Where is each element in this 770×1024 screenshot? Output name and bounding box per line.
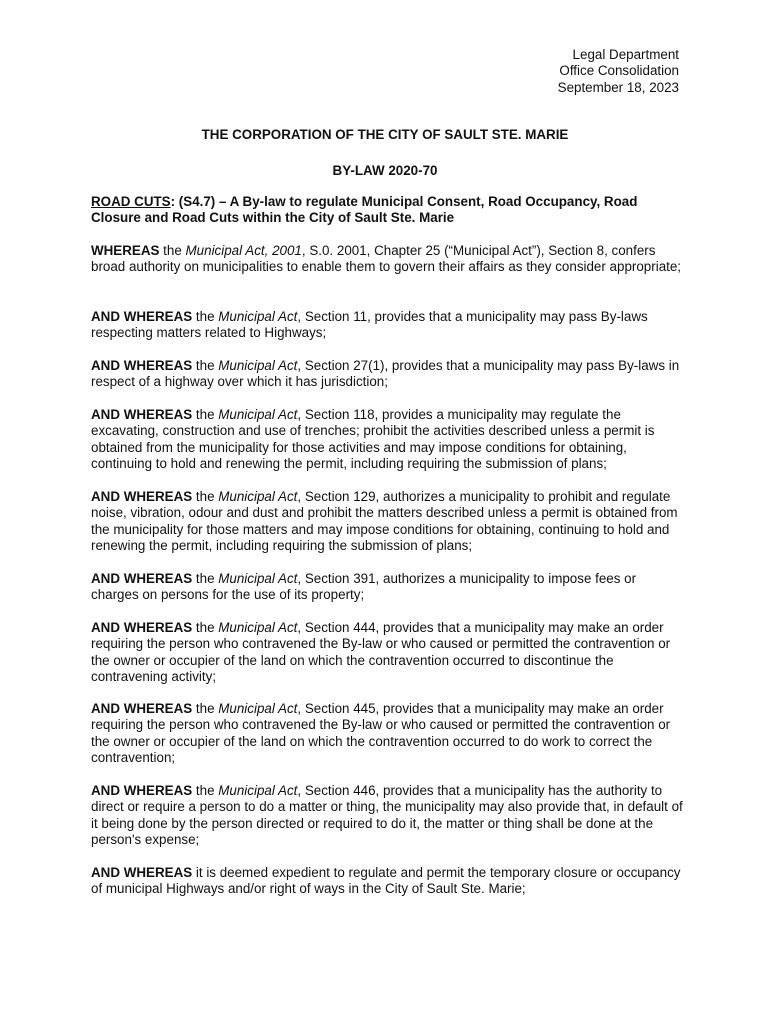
recital-pre: the [192,358,219,373]
recital-text: , Section 444, provides that a municipality may make an order requiring the person who contravened the By-law or who caused or permitted the contravention or the owner or occupier of the land on which the contravention occurred to discontinue the contravening activity; [91,620,671,684]
recital-paragraph [91,865,686,898]
recital-text: , Section 446, provides that a municipality has the authority to direct or require a person to do a matter or thing, the municipality may also provide that, in default of it being done by the person directed or required to do it, the matter or thing shall be done at the person's expense; [91,783,683,847]
recital-paragraph [91,571,686,604]
recital-paragraph [91,358,686,391]
recital-lead: AND WHEREAS [91,489,193,504]
act-name: Municipal Act [218,407,298,422]
recital-paragraph [91,783,686,848]
recital-pre: the [192,620,219,635]
recital-pre: the [192,309,219,324]
recital-pre: it is deemed expedient to regulate and permit the temporary closure or occupancy of municipal Highways and/or right of ways in the City of Sault Ste. Marie; [91,865,681,897]
act-name: Municipal Act [218,620,298,635]
recital-text: , S.0. 2001, Chapter 25 (“Municipal Act”), Section 8, confers broad authority on municipalities to enable them to govern their affairs as they consider appropriate; [91,243,682,275]
recital-text: , Section 129, authorizes a municipality to prohibit and regulate noise, vibration, odour and dust and prohibit the matters described unless a permit is obtained from the municipality for those matters and may impose conditions for obtaining, continuing to hold and renewing the permit, including requiring the submission of plans; [91,489,678,553]
recital-paragraph [91,407,686,472]
recital-paragraph [91,701,686,766]
corporation-title: THE CORPORATION OF THE CITY OF SAULT STE. MARIE [201,127,569,142]
recital-lead: AND WHEREAS [91,309,193,324]
recital-pre: the [192,407,219,422]
recital-lead: AND WHEREAS [91,865,193,880]
document-header [558,47,679,96]
recital-lead: AND WHEREAS [91,407,193,422]
recital-paragraph [91,309,686,342]
act-name: Municipal Act [218,783,298,798]
recital-pre: the [192,489,219,504]
recital-paragraph [91,243,686,276]
recital-lead: AND WHEREAS [91,571,193,586]
recital-paragraph [91,489,686,554]
recital-lead: AND WHEREAS [91,701,193,716]
header-consolidation: Office Consolidation [559,63,679,79]
bylaw-subject [91,194,686,227]
subject-colon: : [170,194,176,209]
recital-pre: the [192,783,219,798]
recital-text: , Section 118, provides a municipality may regulate the excavating, construction and use of trenches; prohibit the activities described unless a permit is obtained from the municipality for those activities and may impose conditions for obtaining, continuing to hold and renewing the permit, including requiring the submission of plans; [91,407,655,471]
act-name: Municipal Act [218,489,298,504]
header-date: September 18, 2023 [557,79,679,95]
recital-pre: the [192,571,219,586]
act-name: Municipal Act [218,701,298,716]
recital-pre: the [159,243,186,258]
recital-text: , Section 445, provides that a municipality may make an order requiring the person who contravened the By-law or who caused or permitted the contravention or the owner or occupier of the land on which the contravention occurred to do work to correct the contravention; [91,701,671,765]
recital-lead: AND WHEREAS [91,358,193,373]
recital-text: , Section 27(1), provides that a municipality may pass By-laws in respect of a highway over which it has jurisdiction; [91,358,680,390]
bylaw-number: BY-LAW 2020-70 [332,163,438,178]
recital-text: , Section 11, provides that a municipality may pass By-laws respecting matters related to Highways; [91,309,648,341]
header-department: Legal Department [572,47,679,62]
recital-lead: WHEREAS [91,243,160,258]
act-name: Municipal Act [218,309,298,324]
recital-text: , Section 391, authorizes a municipality to impose fees or charges on persons for the use of its property; [91,571,637,603]
act-name: Municipal Act [218,571,298,586]
act-name: Municipal Act [218,358,298,373]
subject-text: (S4.7) – A By-law to regulate Municipal Consent, Road Occupancy, Road Closure and Road Cuts within the City of Sault Ste. Marie [91,194,638,226]
recital-paragraph [91,620,686,685]
recital-lead: AND WHEREAS [91,783,193,798]
recital-pre: the [192,701,219,716]
subject-label: ROAD CUTS [91,194,171,209]
recital-lead: AND WHEREAS [91,620,193,635]
act-name: Municipal Act, 2001 [185,243,302,258]
